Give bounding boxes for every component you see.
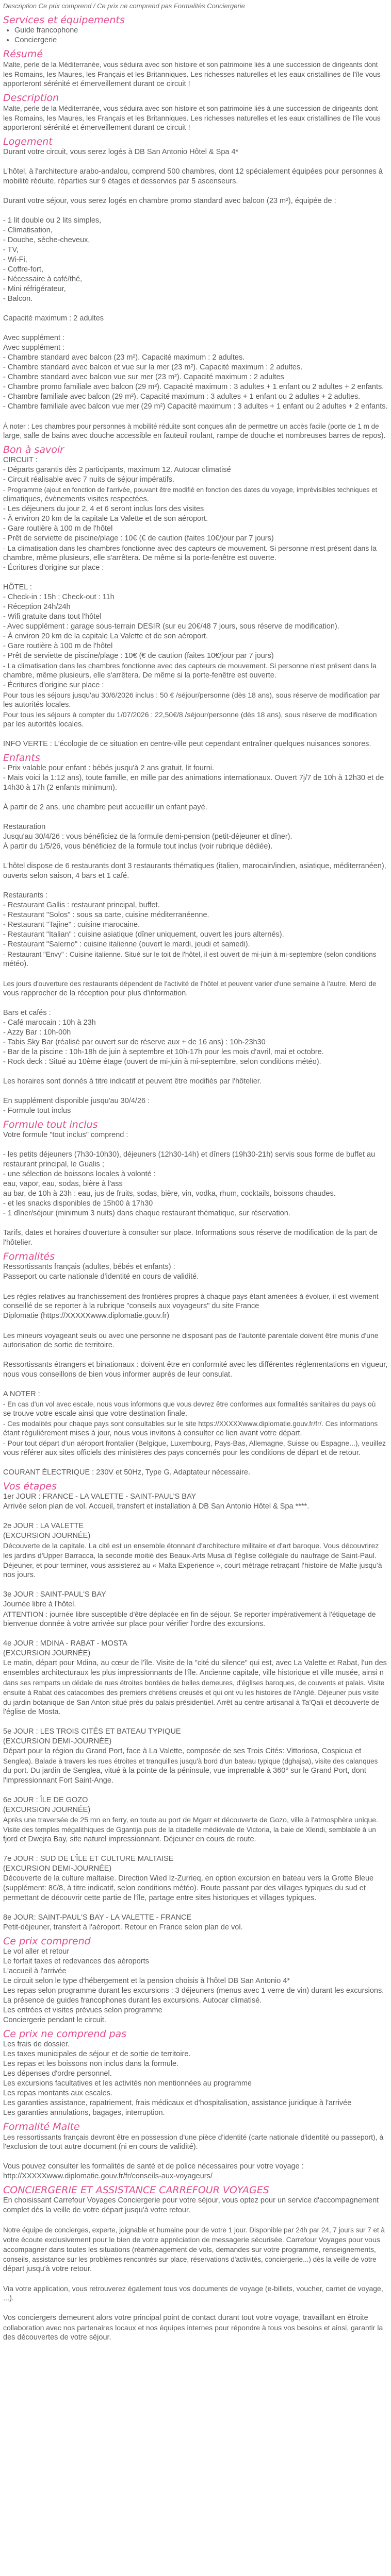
text-line: mobilité réduite, réparties sur 9 étages et desservies par 5 ascenseurs. <box>3 177 238 185</box>
spacer <box>3 1786 388 1795</box>
text-line: eau, vapor, eau, sodas, bière à l'ass <box>3 1180 123 1188</box>
text-line: - Avec supplément : garage sous-terrain DESIR (sur eu 20€/48 7 jours, sous réserve de modification). <box>3 622 339 631</box>
section-bon <box>3 444 388 749</box>
spacer <box>3 1380 388 1389</box>
bullet-item: • Conciergerie <box>14 36 388 45</box>
text-line: les jardins d'Upper Barracca, la seconde moitié des Beaux-Arts Musa di l'église collégiale du naufrage de Saint-Paul. <box>3 1551 377 1560</box>
text-line: du jardin botanique de San Anton situé près du palais présidentiel. Arrêt au centre artisanal à Ta'Qali et découverte de <box>3 1698 380 1706</box>
section-body <box>3 1947 388 2025</box>
text-line: - TV, <box>3 246 19 254</box>
text-line: (supplément: 8€/8, à titre indicatif, selon conditions météo). Route passant par des villages typiques du sud et <box>3 1884 366 1892</box>
text-line: - Chambre standard avec balcon (23 m²). Capacité maximum : 2 adultes. <box>3 353 245 362</box>
spacer <box>3 1087 388 1096</box>
text-line: L'accueil à l'arrivée <box>3 1967 67 1975</box>
text-line: - Gare routière à 100 m de l'hôtel <box>3 524 113 533</box>
section-title: Bon à savoir <box>3 444 64 455</box>
text-line: du port. Du jardin de Senglea, vitué à la pointe de la péninsule, vue imprenable à 360° sur le Grand Port, dont <box>3 1767 366 1775</box>
text-line: Les garanties assistance, rapatriement, frais médicaux et d'hospitalisation, assistance juridique à l'arrivée <box>3 2099 352 2107</box>
text-line: fjord et Dwejra Bay, site naturel impressionnant. Déjeuner en cours de route. <box>3 1835 256 1843</box>
text-line: Vos conciergers demeurent alors votre principal point de contact durant tout votre voyage, travaillant en étroite <box>3 2314 368 2322</box>
text-line: Le vol aller et retour <box>3 1947 70 1956</box>
section-title: Services et équipements <box>3 14 125 26</box>
text-line: - les petits déjeuners (7h30-10h30), déjeuners (12h30-14h) et dîners (19h30-21h) servis sous forme de buffet au <box>3 1150 376 1159</box>
text-line: - Formule tout inclus <box>3 1107 71 1115</box>
spacer <box>3 1067 388 1077</box>
section-body <box>3 1130 388 1248</box>
section-body <box>3 2040 388 2118</box>
text-line: - Prix valable pour enfant : bébés jusqu'à 2 ans gratuit, lit fourni. <box>3 764 215 772</box>
section-body <box>3 1262 388 1478</box>
text-line: - Balcon. <box>3 295 33 303</box>
text-line: - Restaurant "Envy" : Cuisine italienne. Situé sur le toit de l'hôtel, il est ouvert de mi-juin à mi-septembre (selon conditions <box>3 951 377 958</box>
text-line: chambre, même plusieurs, elle s'arrêtera. De même si la porte-fenêtre est ouverte. <box>3 671 276 680</box>
text-line: bienvenue donnée à votre arrivée sur place pour vérifier l'ordre des excursions. <box>3 1620 266 1628</box>
text-line: - Restaurant Gallis : restaurant principal, buffet. <box>3 901 160 909</box>
text-line: - Chambre standard avec balcon vue sur mer (23 m²). Capacité maximum : 2 adultes <box>3 373 284 381</box>
text-line: Visite des temples mégalithiques de Ggantija puis de la citadelle médiévale de Victoria, la baie de Xlendi, semblable à un <box>3 1826 376 1834</box>
text-line: 2e JOUR : LA VALETTE <box>3 1522 84 1530</box>
section-formule <box>3 1119 388 1248</box>
text-line: complet dès la veille de votre départ jusqu'à votre retour. <box>3 2206 191 2214</box>
spacer <box>3 2215 388 2225</box>
text-line: climatiques, évènements visites respectées. <box>3 495 149 503</box>
text-line: 5e JOUR : LES TROIS CITÉS ET BATEAU TYPIQUE <box>3 1727 181 1736</box>
text-line: - Nécessaire à café/thé, <box>3 275 83 283</box>
text-line: - Douche, sèche-cheveux, <box>3 236 90 244</box>
text-line: 4e JOUR : MDINA - RABAT - MOSTA <box>3 1639 127 1648</box>
text-line: autorisation de sortie de territoire. <box>3 1341 115 1349</box>
text-line: - et les snacks disponibles de 15h00 à 17h30 <box>3 1199 153 1208</box>
text-line: l'impressionnant Fort Saint-Ange. <box>3 1776 113 1785</box>
text-line: À noter : Les chambres pour personnes à mobilité réduite sont conçues afin de permettre un accès facile (porte de 1 m de <box>3 422 379 430</box>
section-enfants <box>3 752 388 1116</box>
text-line: Les repas montants aux escales. <box>3 2089 112 2097</box>
text-line: - Mini réfrigérateur, <box>3 285 66 293</box>
text-line: nos jours. <box>3 1571 36 1579</box>
text-line: Diplomatie (https://XXXXXwww.diplomatie.gouv.fr) <box>3 1312 170 1320</box>
text-line: Le matin, départ pour Mdina, au cœur de l'île. Visite de la "cité du silence" qui est, avec La Valette et Rabat, l'un des <box>3 1659 387 1667</box>
text-line: - Écritures d'origine sur place : <box>3 564 104 572</box>
section-prix_ne_comprend <box>3 2028 388 2118</box>
text-line: Les excursions facultatives et les activités non mentionnées au programme <box>3 2079 252 2088</box>
text-line: accompagner dans toutes les situations (réaménagement de vols, demandes sur votre programme, renseignements, <box>3 2245 376 2253</box>
section-body <box>3 2196 388 2343</box>
text-line: Les repas et les boissons non inclus dans la formule. <box>3 2060 179 2068</box>
text-line: Capacité maximum : 2 adultes <box>3 314 104 323</box>
spacer <box>3 1903 388 1913</box>
text-line: Pour tous les séjours jusqu'au 30/6/2026 inclus : 50 € /séjour/personne (dès 18 ans), sous réserve de modification par <box>3 691 381 699</box>
text-line: - une sélection de boissons locales à volonté : <box>3 1170 156 1178</box>
section-title: Formalités <box>3 1251 55 1262</box>
text-line: Jusqu'au 30/4/26 : vous bénéficiez de la formule demi-pension (petit-déjeuner et dîner). <box>3 833 292 841</box>
spacer <box>3 1282 388 1292</box>
text-line: les autorités locales. <box>3 701 71 709</box>
text-line: - Coffre-fort, <box>3 265 43 274</box>
spacer <box>3 1321 388 1331</box>
section-prix_comprend <box>3 1936 388 2025</box>
text-line: chambre, même plusieurs, elle s'arrêtera. De même si la porte-fenêtre est ouverte. <box>3 554 276 562</box>
text-line: - Check-in : 15h ; Check-out : 11h <box>3 593 115 601</box>
text-line: - Réception 24h/24h <box>3 603 71 611</box>
text-line: Petit-déjeuner, transfert à l'aéroport. Retour en France selon plan de vol. <box>3 1923 243 1931</box>
text-line: 3e JOUR : SAINT-PAUL'S BAY <box>3 1590 106 1599</box>
text-line: météo). <box>3 960 29 968</box>
text-line: Les mineurs voyageant seuls ou avec une personne ne disposant pas de l'autorité parentale doivent être munis d'une <box>3 1331 379 1340</box>
text-line: Via votre application, vous retrouverez également tous vos documents de voyage (e-billets, voucher, carnet de voyage, <box>3 2284 383 2293</box>
text-line: La présence de guides francophones durant les excursions. Autocar climatisé. <box>3 1996 262 2005</box>
section-conciergerie <box>3 2184 388 2343</box>
spacer <box>3 304 388 314</box>
spacer <box>3 2303 388 2313</box>
text-line: - Restaurant "Tajine" : cuisine marocaine. <box>3 921 140 929</box>
text-line: - En cas d'un vol avec escale, nous vous informons que vous devrez être conformes aux formalités sanitaires du pays où <box>3 1400 376 1408</box>
text-line: Départ pour la région du Grand Port, face à La Valette, composée de ses Trois Cités: Vittoriosa, Cospicua et <box>3 1747 362 1755</box>
spacer <box>3 998 388 1008</box>
text-line: Conciergerie pendant le circuit. <box>3 2016 106 2024</box>
text-line: Journée libre à l'hôtel. <box>3 1600 76 1608</box>
text-line: par les autorités locales. <box>3 720 84 728</box>
text-line: Le forfait taxes et redevances des aéroports <box>3 1957 149 1965</box>
text-line: - Programme (ajout en fonction de l'arrivée, pouvant être modifié en fonction des dates du voyage, imprévisibles techniques et <box>3 486 378 494</box>
spacer <box>3 1629 388 1639</box>
text-line: Restaurants : <box>3 891 48 900</box>
spacer <box>3 157 388 167</box>
text-line: 7e JOUR : SUD DE L'ÎLE ET CULTURE MALTAISE <box>3 1855 174 1863</box>
text-line: Les garanties annulations, bagages, interruption. <box>3 2109 165 2117</box>
text-line: Senglea). Balade à travers les rues étroites et tranquilles jusqu'à bord d'un bateau typique (dghajsa), visite des calanques <box>3 1757 378 1765</box>
text-line: - Prêt de serviette de piscine/plage : 10€ (€ de caution (faites 10€/jour par 7 jours) <box>3 652 274 660</box>
section-body <box>3 2132 388 2181</box>
text-line: - Chambre familiale avec balcon (29 m²). Capacité maximum : 3 adultes + 1 enfant ou 2 adultes + 2 adultes. <box>3 393 361 401</box>
text-line: Les dépenses d'ordre personnel. <box>3 2070 112 2078</box>
text-line: - Pour tout départ d'un aéroport frontalier (Belgique, Luxembourg, Pays-Bas, Allemagne, Suisse ou Espagne...), veuillez <box>3 1439 386 1447</box>
section-body <box>3 1492 388 1933</box>
text-line: - Chambre standard avec balcon et vue sur la mer (23 m²). Capacité maximum : 2 adultes. <box>3 363 303 371</box>
section-logement <box>3 136 388 441</box>
text-line: des découvertes de votre séjour. <box>3 2333 111 2342</box>
section-body <box>3 147 388 441</box>
section-body <box>3 104 388 133</box>
text-line: - 1 lit double ou 2 lits simples, <box>3 216 102 225</box>
text-line: permettant de découvrir cette partie de l'île, partage entre sites historiques et villages typiques. <box>3 1894 317 1902</box>
text-line: nous vous conseillons de bien vous informer auprès de leur consulat. <box>3 1370 233 1379</box>
text-line: ensembles architecturaux les plus impressionnants de l'île. Ancienne capitale, ville historique et ville musée, ainsi n <box>3 1669 384 1677</box>
section-title: Résumé <box>3 48 43 60</box>
section-formalite_malte <box>3 2121 388 2181</box>
text-line: Découverte de la capitale. La cité est un ensemble étonnant d'architecture militaire et d'art baroque. Vous découvrirez <box>3 1541 379 1550</box>
text-line: Les frais de dossier. <box>3 2040 70 2048</box>
text-line: - Climatisation, <box>3 226 53 234</box>
spacer <box>3 324 388 333</box>
section-body <box>3 60 388 89</box>
text-line: Les horaires sont donnés à titre indicatif et peuvent être modifiés par l'hôtelier. <box>3 1077 262 1086</box>
text-line: Vous pouvez consulter les formalités de santé et de police nécessaires pour votre voyage : <box>3 2162 304 2171</box>
text-line: l'église de Mosta. <box>3 1708 61 1716</box>
section-title: Formule tout inclus <box>3 1119 98 1130</box>
text-line: Arrivée selon plan de vol. Accueil, transfert et installation à DB San Antonio Hôtel & Spa ****. <box>3 1502 309 1511</box>
top-note: Description Ce prix comprend / Ce prix ne comprend pas Formalités Conciergerie <box>3 2 245 10</box>
text-line: (EXCURSION DEMI-JOURNÉE) <box>3 1865 112 1873</box>
text-line: conseillé de se reporter à la rubrique "conseils aux voyageurs" du site France <box>3 1302 259 1310</box>
text-line: Avec supplément : <box>3 344 65 352</box>
text-line: 1er JOUR : FRANCE - LA VALETTE - SAINT-PAUL'S BAY <box>3 1493 197 1501</box>
text-line: À partir du 1/5/26, vous bénéficiez de la formule tout inclus (voir rubrique dédiée). <box>3 842 273 851</box>
text-line: - À environ 20 km de la capitale La Valette et de son aéroport. <box>3 515 208 523</box>
text-line: Malte, perle de la Méditerranée, vous séduira avec son histoire et son patrimoine liés à une succession de dirigeants dont <box>3 105 378 112</box>
text-line: Les repas selon programme durant les excursions : 3 déjeuners (menus avec 1 verre de vin) durant les excursions. <box>3 1987 384 1995</box>
spacer <box>3 1218 388 1228</box>
text-line: les Romains, les Maures, les Français et les Britanniques. Les richesses naturelles et les eaux cristallines de l'île vous <box>3 114 381 122</box>
text-line: - Restaurant "Salerno" : cuisine italienne (ouvert le mardi, jeudi et samedi). <box>3 940 250 948</box>
text-line: - La climatisation dans les chambres fonctionne avec des capteurs de mouvement. Si personne n'est présent dans la <box>3 662 377 670</box>
spacer <box>3 1717 388 1727</box>
bullet-list <box>3 26 388 45</box>
text-line: étant régulièrement mises à jour, nous vous invitons à consulter ce lien avant votre départ. <box>3 1429 302 1437</box>
text-line: - Gare routière à 100 m de l'hôtel <box>3 642 113 650</box>
text-line: - Les déjeuners du jour 2, 4 et 6 seront inclus lors des visites <box>3 505 204 513</box>
text-line: - Café marocain : 10h à 23h <box>3 1019 96 1027</box>
text-line: COURANT ÉLECTRIQUE : 230V et 50Hz, Type G. Adaptateur nécessaire. <box>3 1468 250 1477</box>
text-line: - Prêt de serviette de piscine/plage : 10€ (€ de caution (faites 10€/jour par 7 jours) <box>3 534 274 543</box>
text-line: http://XXXXXwww.diplomatie.gouv.fr/fr/conseils-aux-voyageurs/ <box>3 2172 213 2180</box>
text-line: Restauration <box>3 823 46 831</box>
section-title: Vos étapes <box>3 1481 57 1492</box>
text-line: collaboration avec nos partenaires locaux et nos équipes internes pour répondre à tous vos besoins et ainsi, garantir la <box>3 2324 383 2332</box>
text-line: apporteront sérénité et émerveillement durant ce circuit ! <box>3 80 190 88</box>
spacer <box>3 1458 388 1468</box>
text-line: vous rapprocher de la réception pour plus d'information. <box>3 989 188 997</box>
text-line: Bars et cafés : <box>3 1009 51 1017</box>
text-line: - À environ 20 km de la capitale La Valette et de son aéroport. <box>3 632 208 640</box>
text-line: INFO VERTE : L'écologie de ce situation en centre-ville peut cependant entraîner quelques nuisances sonores. <box>3 740 371 748</box>
spacer <box>3 730 388 739</box>
text-line: En choisissant Carrefour Voyages Conciergerie pour votre séjour, vous optez pour un service d'accompagnement <box>3 2196 379 2205</box>
text-line: votre écoute exclusivement pour le bien de votre appréciation de messagerie sécurisée. Carrefour Voyages pour vous <box>3 2235 380 2244</box>
text-line: Pour tous les séjours à compter du 1/07/2026 : 22,50€/8 /séjour/personne (dès 18 ans), sous réserve de modification <box>3 710 377 719</box>
text-line: (EXCURSION DEMI-JOURNÉE) <box>3 1737 112 1745</box>
text-line: ensuite à Rabat des catacombes des premiers chrétiens creusés et qui ont vu les histoires de l'Anglè. Déjeuner puis visite <box>3 1689 379 1697</box>
text-line: - Rock deck : Situé au 10ème étage (ouvert de mi-juin à mi-septembre, selon conditions météo). <box>3 1058 321 1066</box>
spacer <box>3 969 388 979</box>
text-line: À partir de 2 ans, une chambre peut accueillir un enfant payé. <box>3 803 207 811</box>
section-title: Logement <box>3 136 53 147</box>
section-etapes <box>3 1481 388 1933</box>
text-line: - Départs garantis dès 2 participants, maximum 12. Autocar climatisé <box>3 466 231 474</box>
text-line: - Tabis Sky Bar (réalisé par ouvert sur de réserve aux + de 16 ans) : 10h-23h30 <box>3 1038 266 1046</box>
text-line: apporteront sérénité et émerveillement durant ce circuit ! <box>3 124 190 132</box>
text-line: Tarifs, dates et horaires d'ouverture à consulter sur place. Informations sous réserve de modification de la part de <box>3 1229 378 1237</box>
spacer <box>3 1140 388 1150</box>
spacer <box>3 1350 388 1360</box>
text-line: - Bar de la piscine : 10h-18h de juin à septembre et 10h-17h pour les mois d'avril, mai et octobre. <box>3 1048 324 1056</box>
text-line: Les ressortissants français devront être en possession d'une pièce d'identité (carte nationale d'identité ou passeport), à <box>3 2133 384 2141</box>
section-formalites <box>3 1251 388 1478</box>
text-line: En supplément disponible jusqu'au 30/4/26 : <box>3 1097 150 1105</box>
text-line: conseils, assistance sur les problèmes rencontrés sur place, réservations d'activités, conciergerie...) dès la veille de votre <box>3 2256 377 2263</box>
spacer <box>3 812 388 822</box>
text-line: Les règles relatives au franchissement des frontières propres à chaque pays étant amenées à évoluer, il est vivement <box>3 1292 379 1300</box>
spacer <box>3 852 388 861</box>
text-line: restaurant principal, le Gualis ; <box>3 1160 104 1168</box>
spacer <box>3 1580 388 1590</box>
content <box>3 14 388 2343</box>
text-line: les Romains, les Maures, les Français et les Britanniques. Les richesses naturelles et les eaux cristallines de l'île vous <box>3 70 381 78</box>
spacer <box>3 2152 388 2162</box>
spacer <box>3 881 388 891</box>
text-line: Découverte de la culture maltaise. Direction Wied Iz-Zurrieq, en option excursion en bateau vers la Grotte Bleue <box>3 1874 374 1883</box>
text-line: 8e JOUR: SAINT-PAUL'S BAY - LA VALETTE - FRANCE <box>3 1913 192 1922</box>
text-line: CIRCUIT : <box>3 456 38 464</box>
text-line: Ressortissants français (adultes, bébés et enfants) : <box>3 1263 175 1271</box>
spacer <box>3 187 388 196</box>
text-line: - Wifi gratuite dans tout l'hôtel <box>3 613 102 621</box>
text-line: - Wi-Fi, <box>3 256 27 264</box>
text-line: - Chambre familiale avec balcon vue mer (29 m²) Capacité maximum : 3 adultes + 1 enfant ou 2 adultes + 2 enfants. <box>3 402 388 411</box>
section-title: Enfants <box>3 752 40 764</box>
spacer <box>3 412 388 421</box>
section-description <box>3 92 388 133</box>
spacer <box>3 1512 388 1521</box>
bullet-item: • Guide francophone <box>14 26 388 36</box>
text-line: se trouve votre escale ainsi que votre destination finale. <box>3 1410 188 1418</box>
text-line: (EXCURSION JOURNÉE) <box>3 1806 91 1814</box>
text-line: Notre équipe de concierges, experte, joignable et humaine pour de votre 1 jour. Disponible par 24h par 24, 7 jours sur 7 et à <box>3 2226 385 2234</box>
spacer <box>3 793 388 803</box>
spacer <box>3 206 388 216</box>
text-line: (EXCURSION JOURNÉE) <box>3 1649 91 1657</box>
text-line: Les taxes municipales de séjour et de sortie de territoire. <box>3 2050 191 2058</box>
text-line: dans ses remparts un dédale de rues étroites bordées de belles demeures, d'églises baroques, de couvents et palais. Visite <box>3 1679 385 1687</box>
text-line: - Chambre promo familiale avec balcon (29 m²). Capacité maximum : 3 adultes + 1 enfant ou 2 adultes + 2 enfants. <box>3 383 384 391</box>
text-line: - Restaurant "Solos" : sous sa carte, cuisine méditerranéenne. <box>3 911 209 919</box>
text-line: - Ces modalités pour chaque pays sont consultables sur le site https://XXXXXwww.diplomatie.gouv.fr/fr/. Ces informations <box>3 1420 378 1428</box>
text-line: l'exclusion de tout autre document (ni en cours de validité). <box>3 2143 198 2151</box>
text-line: - Circuit réalisable avec 7 nuits de séjour impératifs. <box>3 476 175 484</box>
text-line: - Écritures d'origine sur place : <box>3 681 104 689</box>
text-line: au bar, de 10h à 23h : eau, jus de fruits, sodas, bière, vin, vodka, rhum, cocktails, boissons chaudes. <box>3 1190 336 1198</box>
text-line: L'hôtel, à l'architecture arabo-andalou, comprend 500 chambres, dont 12 spécialement équipées pour personnes à <box>3 167 383 176</box>
section-title: Ce prix comprend <box>3 1936 91 1947</box>
text-line: Malte, perle de la Méditerranée, vous séduira avec son histoire et son patrimoine liés à une succession de dirigeants dont <box>3 61 378 69</box>
text-line: (EXCURSION JOURNÉE) <box>3 1532 91 1540</box>
text-line: large, salle de bains avec douche accessible en fauteuil roulant, rampe de douche et nombreuses barres de repos). <box>3 432 386 440</box>
section-services <box>3 14 388 45</box>
section-resume <box>3 48 388 89</box>
text-line: - La climatisation dans les chambres fonctionne avec des capteurs de mouvement. Si personne n'est présent dans la <box>3 544 377 552</box>
text-line: - Restaurant "Italian" : cuisine asiatique (dîner uniquement, ouvert les jours alternés). <box>3 930 284 939</box>
text-line: ...). <box>3 2294 14 2302</box>
text-line: Durant votre séjour, vous serez logés en chambre promo standard avec balcon (23 m²), équipée de : <box>3 197 336 205</box>
text-line: l'hôtelier. <box>3 1239 32 1247</box>
section-title: CONCIERGERIE ET ASSISTANCE CARREFOUR VOYAGES <box>3 2184 269 2196</box>
text-line: Le circuit selon le type d'hébergement et la pension choisis à l'hôtel DB San Antonio 4* <box>3 1977 290 1985</box>
section-body <box>3 764 388 1116</box>
text-line: L'hôtel dispose de 6 restaurants dont 3 restaurants thématiques (italien, marocain/indien, asiatique, méditerranéen), <box>3 862 386 870</box>
text-line: Les jours d'ouverture des restaurants dépendent de l'activité de l'hôtel et peuvent varier d'une semaine à l'autre. Merci de <box>3 980 377 988</box>
spacer <box>3 1844 388 1854</box>
text-line: vous référer aux sites officiels des ministères des pays concernés pour les conditions de départ et de retour. <box>3 1449 361 1457</box>
text-line: - Mais voici la 1:12 ans), toute famille, en mille par des animations internationaux. Ouvert 7j/7 de 10h à 12h30 et de <box>3 774 384 782</box>
section-title: Description <box>3 92 59 104</box>
text-line: Avec supplément : <box>3 334 65 342</box>
text-line: A NOTER : <box>3 1390 40 1398</box>
text-line: Ressortissants étrangers et binationaux : doivent être en conformité avec les différentes réglementations en vigueur, <box>3 1361 388 1369</box>
spacer <box>3 2274 388 2284</box>
section-body <box>3 455 388 749</box>
text-line: Passeport ou carte nationale d'identité en cours de validité. <box>3 1273 199 1281</box>
text-line: Durant votre circuit, vous serez logés à DB San Antonio Hôtel & Spa 4* <box>3 148 239 156</box>
text-line: HÔTEL : <box>3 583 32 591</box>
text-line: 6e JOUR : ÎLE DE GOZO <box>3 1796 88 1804</box>
text-line: Les entrées et visites prévues selon programme <box>3 2006 162 2014</box>
text-line: 14h30 à 17h (2 enfants minimum). <box>3 784 117 792</box>
spacer <box>3 573 388 583</box>
section-title: Ce prix ne comprend pas <box>3 2028 127 2040</box>
text-line: Votre formule "tout inclus" comprend : <box>3 1131 128 1139</box>
text-line: - 1 dîner/séjour (minimum 3 nuits) dans chaque restaurant thématique, sur réservation. <box>3 1209 290 1217</box>
text-line: départ jusqu'à votre retour. <box>3 2265 92 2273</box>
text-line: ATTENTION : journée libre susceptible d'être déplacée en fin de séjour. Se reporter impérativement à l'étiquetage de <box>3 1610 376 1618</box>
text-line: - Azzy Bar : 10h-00h <box>3 1028 71 1037</box>
text-line: ouverts selon saison, 4 bars et 1 café. <box>3 872 129 880</box>
text-line: Déjeuner, et pour terminer, vous assisterez au « Malta Experience », court métrage retraçant l'histoire de Malte jusqu'à <box>3 1561 382 1569</box>
section-title: Formalité Malte <box>3 2121 80 2132</box>
text-line: Après une traversée de 25 mn en ferry, en toute au port de Mgarr et découverte de Gozo, ville à l'atmosphère unique. <box>3 1816 378 1824</box>
